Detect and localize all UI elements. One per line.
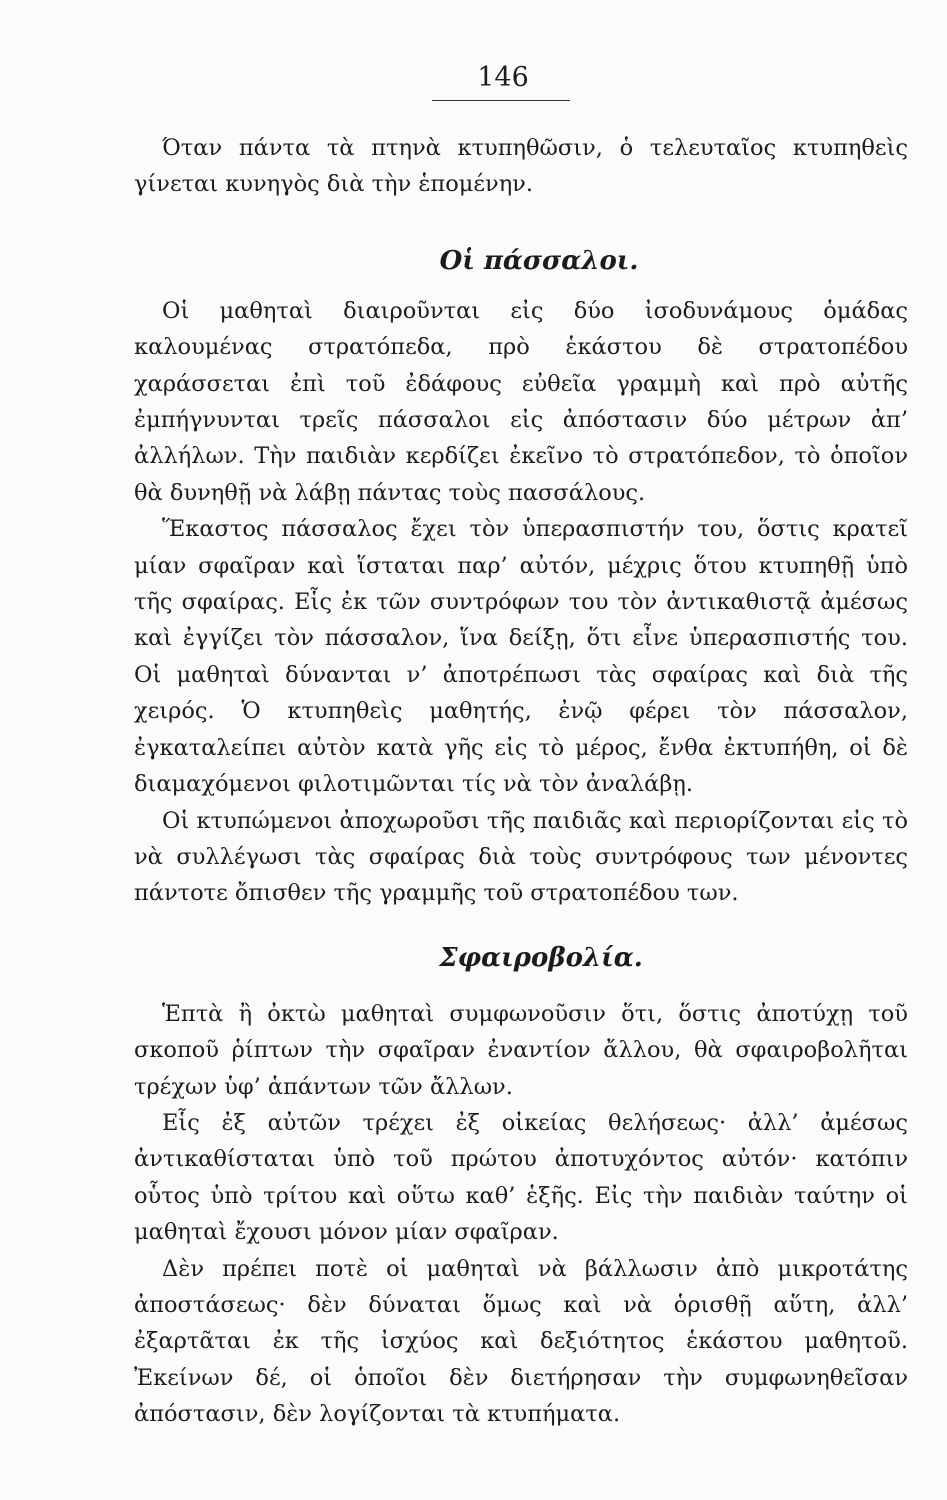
paragraph: Όταν πάντα τὰ πτηνὰ κτυπηθῶσιν, ὁ τελευταῖος κτυπηθεὶς γίνεται κυνηγὸς διὰ τὴν ἑπομένην. bbox=[134, 135, 908, 198]
paragraph: Ἑπτὰ ἢ ὀκτὼ μαθηταὶ συμφωνοῦσιν ὅτι, ὅστις ἀποτύχῃ τοῦ σκοποῦ ῥίπτων τὴν σφαῖραν ἐναντίον ἄλλου, θὰ σφαιροβολῆται τρέχων ὑφ’ ἁπάντων τῶν ἄλλων. bbox=[134, 1000, 908, 1100]
paragraph: Οἱ μαθηταὶ διαιροῦνται εἰς δύο ἰσοδυνάμους ὁμάδας καλουμένας στρατόπεδα, πρὸ ἑκάστου δὲ στρατοπέδου χαράσσεται ἐπὶ τοῦ ἐδάφους εὐθεῖα γραμμὴ καὶ πρὸ αὐτῆς ἐμπήγνυνται τρεῖς πάσσαλοι εἰς ἀπόστασιν δύο μέτρων ἀπ’ ἀλλήλων. Τὴν παιδιὰν κερδίζει ἐκεῖνο τὸ στρατόπεδον, τὸ ὁποῖον θὰ δυνηθῇ νὰ λάβῃ πάντας τοὺς πασσάλους. bbox=[134, 297, 908, 506]
section-heading-sfairovolia: Σφαιροβολία. bbox=[439, 942, 643, 973]
page-number-rule bbox=[432, 100, 570, 101]
paragraph: Οἱ κτυπώμενοι ἀποχωροῦσι τῆς παιδιᾶς καὶ περιορίζονται εἰς τὸ νὰ συλλέγωσι τὰς σφαίρας διὰ τοὺς συντρόφους των μένοντες πάντοτε ὄπισθεν τῆς γραμμῆς τοῦ στρατοπέδου των. bbox=[134, 807, 908, 907]
paragraph: Εἷς ἐξ αὐτῶν τρέχει ἐξ οἰκείας θελήσεως· ἀλλ’ ἀμέσως ἀντικαθίσταται ὑπὸ τοῦ πρώτου ἀποτυχόντος αὐτόν· κατόπιν οὗτος ὑπὸ τρίτου καὶ οὕτω καθ’ ἑξῆς. Εἰς τὴν παιδιὰν ταύτην οἱ μαθηταὶ ἔχουσι μόνον μίαν σφαῖραν. bbox=[134, 1109, 908, 1246]
page-body bbox=[134, 130, 908, 1433]
page-number: 146 bbox=[477, 62, 529, 93]
paragraph: Δὲν πρέπει ποτὲ οἱ μαθηταὶ νὰ βάλλωσιν ἀπὸ μικροτάτης ἀποστάσεως· δὲν δύναται ὅμως καὶ νὰ ὁρισθῇ αὕτη, ἀλλ’ ἐξαρτᾶται ἐκ τῆς ἰσχύος καὶ δεξιότητος ἑκάστου μαθητοῦ. Ἐκείνων δέ, οἱ ὁποῖοι δὲν διετήρησαν τὴν συμφωνηθεῖσαν ἀπόστασιν, δὲν λογίζονται τὰ κτυπήματα. bbox=[134, 1255, 908, 1428]
paragraph: Ἕκαστος πάσσαλος ἔχει τὸν ὑπερασπιστήν του, ὅστις κρατεῖ μίαν σφαῖραν καὶ ἵσταται παρ’ αὐτόν, μέχρις ὅτου κτυπηθῇ ὑπὸ τῆς σφαίρας. Εἷς ἐκ τῶν συντρόφων του τὸν ἀντικαθιστᾷ ἀμέσως καὶ ἐγγίζει τὸν πάσσαλον, ἵνα δείξῃ, ὅτι εἶνε ὑπερασπιστής του. Οἱ μαθηταὶ δύνανται ν’ ἀποτρέπωσι τὰς σφαίρας καὶ διὰ τῆς χειρός. Ὁ κτυπηθεὶς μαθητής, ἐνῷ φέρει τὸν πάσσαλον, ἐγκαταλείπει αὐτὸν κατὰ γῆς εἰς τὸ μέρος, ἔνθα ἐκτυπήθη, οἱ δὲ διαμαχόμενοι φιλοτιμῶνται τίς νὰ τὸν ἀναλάβῃ. bbox=[134, 516, 908, 798]
section-heading-passaloi: Οἱ πάσσαλοι. bbox=[439, 245, 639, 276]
